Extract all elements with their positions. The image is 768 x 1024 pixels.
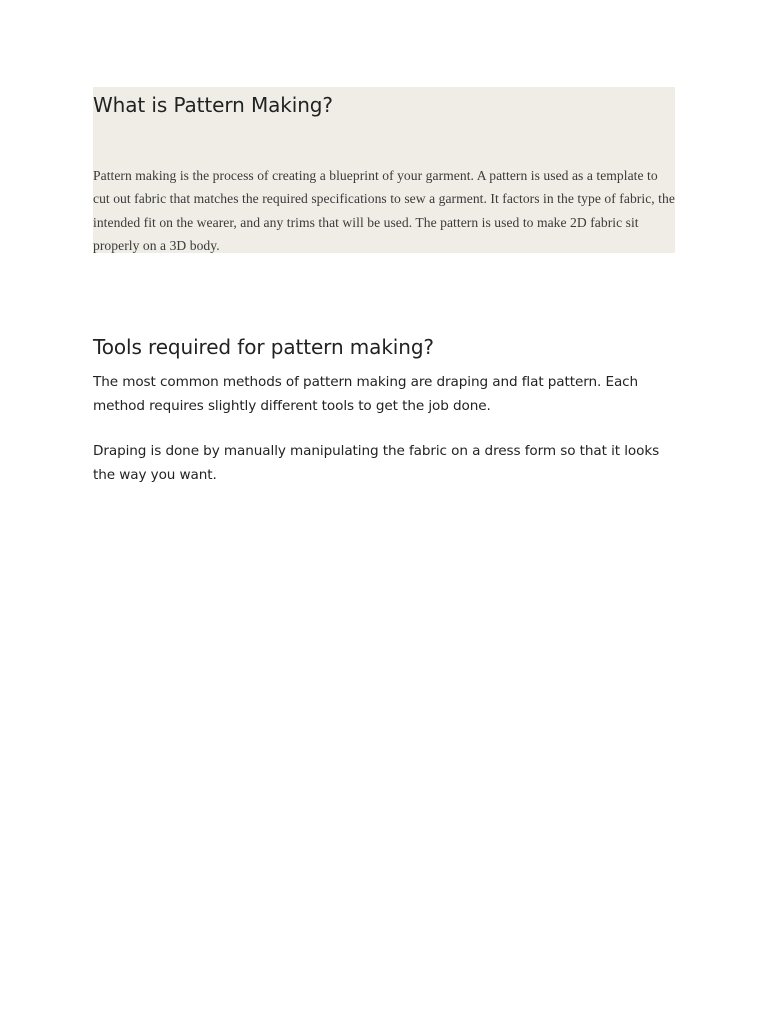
tools-section xyxy=(93,333,675,487)
intro-highlight-block xyxy=(93,87,675,253)
draping-paragraph: Draping is done by manually manipulating the fabric on a dress form so that it looks the way you want. xyxy=(93,443,660,483)
intro-paragraph: Pattern making is the process of creating a blueprint of your garment. A pattern is used as a template to cut out fabric that matches the required specifications to sew a garment. It factors in the type of fabric, the intended fit on the wearer, and any trims that will be used. The pattern is used to make 2D fabric sit properly on a 3D body. xyxy=(93,168,675,253)
intro-heading: What is Pattern Making? xyxy=(93,93,333,117)
methods-paragraph: The most common methods of pattern making are draping and flat pattern. Each method requires slightly different tools to get the job done. xyxy=(93,374,639,414)
document-page xyxy=(93,87,675,487)
tools-heading: Tools required for pattern making? xyxy=(93,335,434,359)
